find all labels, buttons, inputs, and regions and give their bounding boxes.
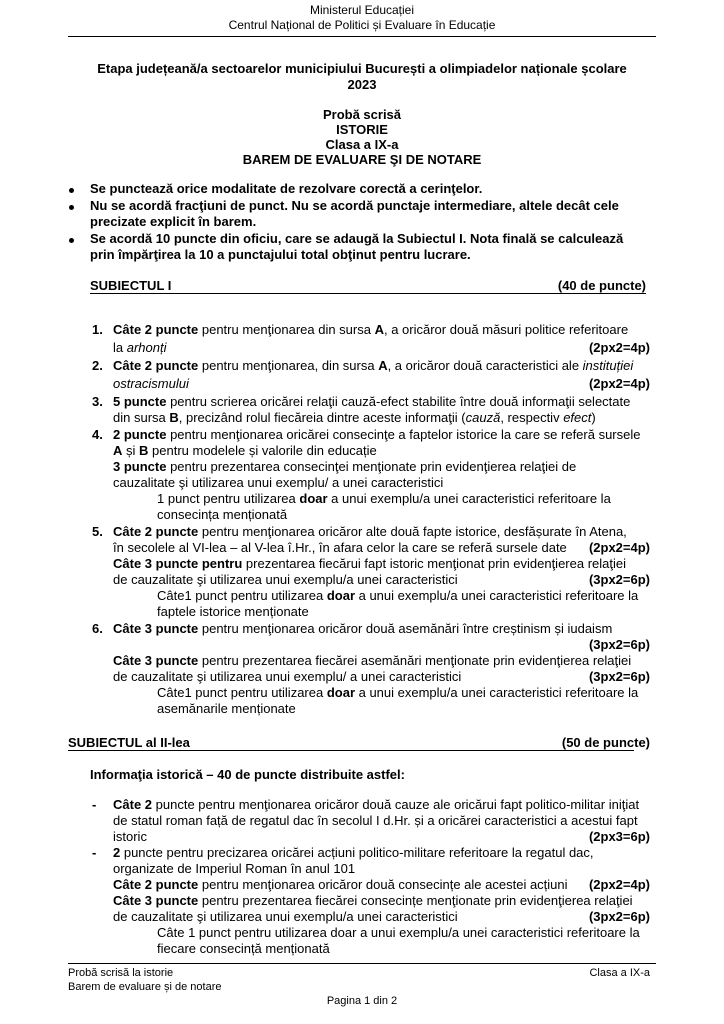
rule-2-cont: precizate explicit în barem.: [90, 214, 257, 229]
rule-2: Nu se acordă fracţiuni de punct. Nu se acordă punctaje intermediare, altele decât cele: [90, 198, 619, 213]
s1-item4-line4: cauzalitate şi utilizarea unui exemplu/ a unei caracteristici: [113, 475, 444, 490]
s1-item4-line2: A și B pentru modelele și valorile din educație: [113, 443, 377, 458]
item-number: 5.: [92, 524, 103, 539]
footer-right: Clasa a IX-a: [589, 967, 650, 979]
s2-d2-line6: Câte 1 punct pentru utilizarea doar a unui exemplu/a unei caracteristici referitoare la: [157, 925, 640, 940]
s1-item5-score1: (2px2=4p): [588, 540, 650, 555]
title-proba: Probă scrisă: [322, 107, 402, 122]
footer-rule: [68, 963, 656, 964]
header-rule: [68, 36, 656, 37]
s2-d1-line2: de statul roman față de regatul dac în secolul I d.Hr. și a oricărei caracteristici a acestui fapt: [113, 813, 638, 828]
s1-item1-score: (2px2=4p): [588, 340, 650, 355]
s2-d2-line2: organizate de Imperiul Roman în anul 101: [113, 861, 356, 876]
s2-d2-score2: (3px2=6p): [588, 909, 650, 924]
s2-title: SUBIECTUL al II-lea: [68, 735, 190, 750]
s1-item4-line6: consecința menționată: [157, 507, 288, 522]
s1-item1-line1: Câte 2 puncte pentru menţionarea din sursa A, a oricăror două măsuri politice referitoare: [113, 322, 629, 337]
dash-marker: -: [92, 797, 97, 812]
s1-item6-score1: (3px2=6p): [588, 637, 650, 652]
s2-d2-line4: Câte 3 puncte pentru prezentarea fiecărei consecințe menţionate prin evidenţierea relaţiei: [113, 893, 633, 908]
s1-points: (40 de puncte): [557, 278, 646, 293]
s1-item5-line3: Câte 3 puncte pentru prezentarea fiecărui fapt istoric menţionat prin evidenţierea relaţiei: [113, 556, 626, 571]
item-number: 1.: [92, 322, 103, 337]
footer-page: Pagina 1 din 2: [326, 995, 398, 1007]
s1-item6-score2: (3px2=6p): [588, 669, 650, 684]
rule-1: Se punctează orice modalitate de rezolvare corectă a cerinţelor.: [90, 181, 483, 196]
s1-item4-line3: 3 puncte pentru prezentarea consecinţei menţionate prin evidenţierea relaţiei de: [113, 459, 577, 474]
s2-points: (50 de puncte): [561, 735, 650, 750]
s1-item2-score: (2px2=4p): [588, 376, 650, 391]
s2-rule: [68, 750, 634, 751]
s2-d2-line5: de cauzalitate şi utilizarea unui exemplu/a unei caracteristici: [113, 909, 458, 924]
s2-d1-score: (2px3=6p): [588, 829, 650, 844]
bullet-icon: [69, 188, 74, 193]
s2-d1-line3: istoric: [113, 829, 147, 844]
header-center: Centrul Național de Politici și Evaluare în Educație: [228, 18, 496, 32]
item-number: 6.: [92, 621, 103, 636]
title-line: Etapa județeană/a sectoarelor municipiului București a olimpiadelor naționale școlare: [97, 61, 627, 76]
s1-title: SUBIECTUL I: [90, 278, 172, 293]
s1-item2-line2: ostracismului: [113, 376, 189, 391]
s1-item3-line1: 5 puncte pentru scrierea oricărei relaţii cauză-efect stabilite între două informaţii selectate: [113, 394, 631, 409]
item-number: 2.: [92, 358, 103, 373]
title-clasa: Clasa a IX-a: [325, 137, 399, 152]
title-subject: ISTORIE: [336, 122, 388, 137]
s2-d2-score1: (2px2=4p): [588, 877, 650, 892]
s1-item6-line4: Câte1 punct pentru utilizarea doar a unui exemplu/a unei caracteristici referitoare la: [157, 685, 639, 700]
s2-info: Informaţia istorică – 40 de puncte distribuite astfel:: [90, 767, 405, 782]
s1-item4-line5: 1 punct pentru utilizarea doar a unui exemplu/a unei caracteristici referitoare la: [157, 491, 611, 506]
header-ministry: Ministerul Educației: [309, 3, 415, 17]
s1-item2-line1: Câte 2 puncte pentru menţionarea, din sursa A, a oricăror două caracteristici ale instituției: [113, 358, 634, 373]
s2-d2-line7: fiecare consecință menționată: [157, 941, 330, 956]
s1-item5-line2: în secolele al VI-lea – al V-lea î.Hr., în afara celor la care se referă sursele date: [113, 540, 567, 555]
footer-left-1: Probă scrisă la istorie: [68, 967, 174, 979]
s1-item6-line2: Câte 3 puncte pentru prezentarea fiecărei asemănări menţionate prin evidenţierea relaţiei: [113, 653, 632, 668]
item-number: 4.: [92, 427, 103, 442]
s2-d2-line3: Câte 2 puncte pentru menţionarea oricăror două consecințe ale acestei acțiuni: [113, 877, 568, 892]
s1-item6-line1: Câte 3 puncte pentru menţionarea oricăror două asemănări între creștinism și iudaism: [113, 621, 613, 636]
s1-item5-line4: de cauzalitate şi utilizarea unui exemplu/a unei caracteristici: [113, 572, 458, 587]
bullet-icon: [69, 238, 74, 243]
s2-d1-line1: Câte 2 puncte pentru menţionarea oricăror două cauze ale oricărui fapt politico-militar iniţiat: [113, 797, 640, 812]
s1-item6-line5: asemănarile menționate: [157, 701, 296, 716]
s1-item1-line2: la arhonți: [113, 340, 167, 355]
s1-rule: [90, 293, 646, 294]
s1-item5-line1: Câte 2 puncte pentru menţionarea oricăror alte două fapte istorice, desfășurate în Atena,: [113, 524, 627, 539]
title-year: 2023: [347, 77, 377, 92]
s1-item6-line3: de cauzalitate şi utilizarea unui exemplu/ a unei caracteristici: [113, 669, 462, 684]
s2-d2-line1: 2 puncte pentru precizarea oricărei acțiuni politico-militare referitoare la regatul dac,: [113, 845, 594, 860]
bullet-icon: [69, 205, 74, 210]
dash-marker: -: [92, 845, 97, 860]
s1-item3-line2: din sursa B, precizând rolul fiecăreia dintre aceste informaţii (cauză, respectiv efect): [113, 410, 596, 425]
s1-item5-line5: Câte1 punct pentru utilizarea doar a unui exemplu/a unei caracteristici referitoare la: [157, 588, 639, 603]
footer-left-2: Barem de evaluare și de notare: [68, 981, 222, 993]
s1-item5-score2: (3px2=6p): [588, 572, 650, 587]
item-number: 3.: [92, 394, 103, 409]
title-barem: BAREM DE EVALUARE ŞI DE NOTARE: [242, 152, 482, 167]
s1-item5-line6: faptele istorice menționate: [157, 604, 309, 619]
rule-3-cont: prin împărţirea la 10 a punctajului total obţinut pentru lucrare.: [90, 247, 471, 262]
s1-item4-line1: 2 puncte pentru menţionarea oricărei consecinţe a faptelor istorice la care se referă sursele: [113, 427, 641, 442]
rule-3: Se acordă 10 puncte din oficiu, care se adaugă la Subiectul I. Nota finală se calculează: [90, 231, 624, 246]
